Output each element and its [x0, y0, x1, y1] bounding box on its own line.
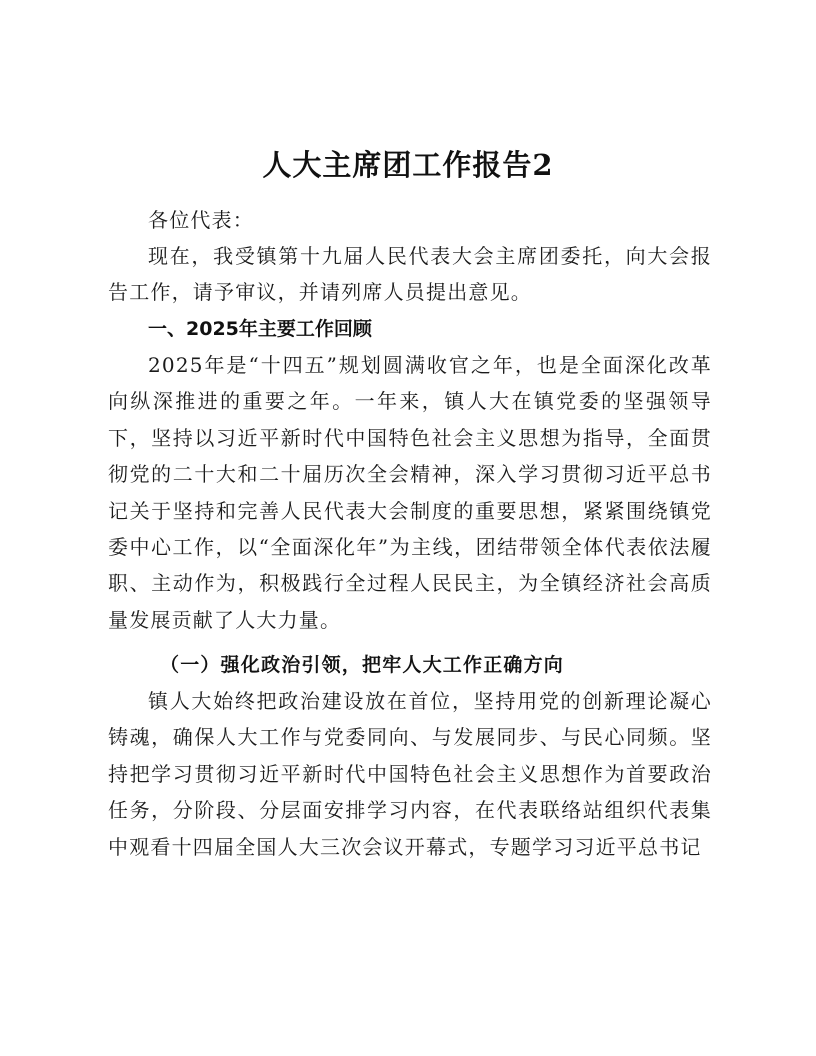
document-title: 人大主席团工作报告2	[262, 148, 554, 182]
subsection-1-paragraph: 镇人大始终把政治建设放在首位，坚持用党的创新理论凝心铸魂，确保人大工作与党委同向、与发展同步、与民心同频。坚持把学习贯彻习近平新时代中国特色社会主义思想作为首要政治任务，分阶段、分层面安排学习内容，在代表联络站组织代表集中观看十四届全国人大三次会议开幕式，专题学习习近平总书记	[108, 689, 712, 859]
salutation: 各位代表：	[148, 208, 254, 232]
section-1-paragraph: 2025年是“十四五”规划圆满收官之年，也是全面深化改革向纵深推进的重要之年。一年来，镇人大在镇党委的坚强领导下，坚持以习近平新时代中国特色社会主义思想为指导，全面贯彻党的二十大和二十届历次全会精神，深入学习贯彻习近平总书记关于坚持和完善人民代表大会制度的重要思想，紧紧围绕镇党委中心工作，以“全面深化年”为主线，团结带领全体代表依法履职、主动作为，积极践行全过程人民民主，为全镇经济社会高质量发展贡献了人大力量。	[108, 353, 712, 632]
section-heading-1: 一、2025年主要工作回顾	[148, 318, 372, 340]
intro-paragraph: 现在，我受镇第十九届人民代表大会主席团委托，向大会报告工作，请予审议，并请列席人员提出意见。	[108, 244, 712, 305]
subsection-heading-1: （一）强化政治引领，把牢人大工作正确方向	[160, 654, 565, 676]
